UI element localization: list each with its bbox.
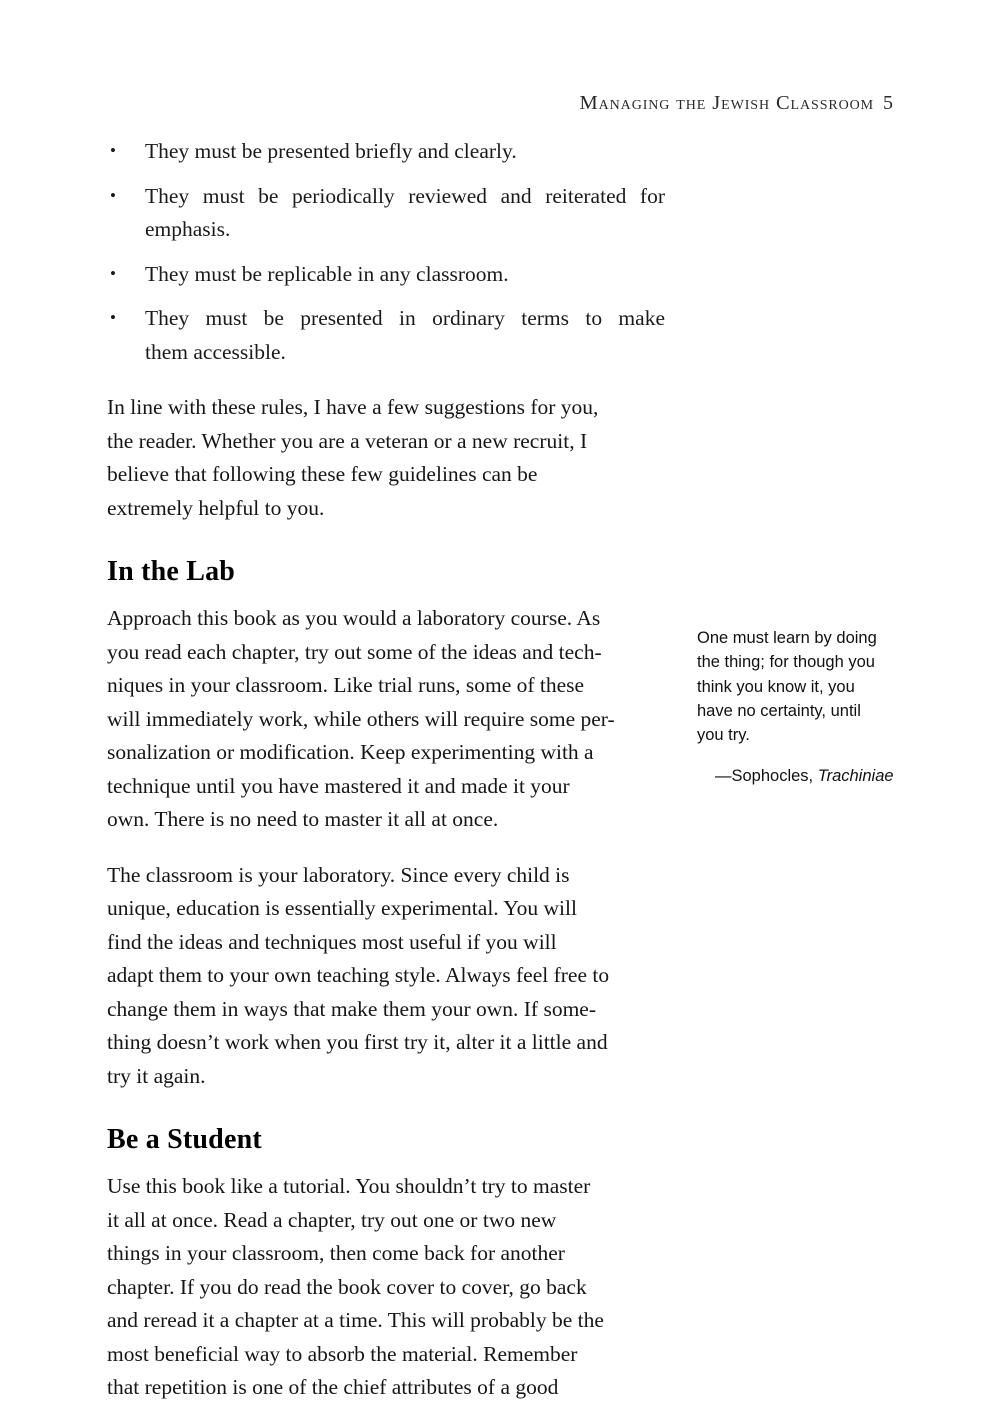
text-line: and reread it a chapter at a time. This will probably be the — [107, 1308, 604, 1332]
text-line: thing doesn’t work when you first try it, alter it a little and — [107, 1030, 608, 1054]
spacer — [107, 1157, 665, 1170]
intro-paragraph — [107, 391, 665, 525]
list-item-line: emphasis. — [145, 217, 231, 241]
text-line: chapter. If you do read the book cover to cover, go back — [107, 1274, 587, 1299]
spacer — [107, 837, 665, 859]
bullet-icon: • — [110, 308, 116, 327]
text-line: own. There is no need to master it all at once. — [107, 807, 499, 831]
text-line: unique, education is essentially experimental. You will — [107, 896, 577, 920]
text-line: adapt them to your own teaching style. Always feel free to — [107, 963, 610, 987]
list-item-line: them accessible. — [145, 339, 286, 364]
bullet-icon: • — [110, 185, 116, 205]
attribution-author: Sophocles, — [731, 767, 818, 786]
attribution-work-title: Trachiniae — [817, 767, 894, 786]
main-text-column — [107, 135, 665, 1405]
text-line: find the ideas and techniques most useful if you will — [107, 929, 557, 954]
spacer — [107, 1093, 665, 1123]
list-item — [107, 258, 665, 292]
quote-line: you try. — [697, 726, 750, 745]
spacer — [107, 525, 665, 555]
text-line: things in your classroom, then come back for another — [107, 1241, 565, 1265]
text-line: sonalization or modification. Keep experimenting with a — [107, 740, 594, 764]
attribution-dash: — — [715, 767, 732, 786]
text-line: extremely helpful to you. — [107, 495, 325, 520]
quote-line: have no certainty, until — [697, 701, 861, 720]
section-heading-be-a-student: Be a Student — [107, 1124, 262, 1155]
list-item — [107, 302, 665, 369]
text-line: The classroom is your laboratory. Since every child is — [107, 862, 570, 887]
list-item-line: They must be replicable in any classroom. — [145, 261, 509, 286]
text-line: that repetition is one of the chief attributes of a good — [107, 1375, 559, 1399]
section-heading-in-the-lab: In the Lab — [107, 556, 236, 587]
text-line: you read each chapter, try out some of the ideas and tech- — [107, 639, 602, 664]
text-line: try it again. — [107, 1063, 206, 1088]
section-paragraph — [107, 859, 665, 1094]
page-number: 5 — [883, 92, 893, 114]
text-line: it all at once. Read a chapter, try out one or two new — [107, 1207, 557, 1232]
bullet-icon: • — [110, 141, 116, 160]
text-line: In line with these rules, I have a few suggestions for you, — [107, 395, 599, 419]
section-paragraph — [107, 1170, 665, 1405]
section-paragraph — [107, 602, 665, 837]
bullet-icon: • — [110, 263, 116, 283]
text-line: technique until you have mastered it and made it your — [107, 773, 570, 798]
list-item-line: They must be periodically reviewed and reiterated for — [145, 183, 665, 208]
text-line: Approach this book as you would a laboratory course. As — [107, 606, 601, 630]
text-line: the reader. Whether you are a veteran or a new recruit, I — [107, 428, 588, 453]
quote-attribution — [697, 764, 902, 788]
margin-sidenote-quote — [697, 626, 902, 789]
text-line: will immediately work, while others will require some per- — [107, 706, 615, 731]
text-line: Use this book like a tutorial. You shouldn’t try to master — [107, 1174, 591, 1198]
quote-line: the thing; for though you — [697, 653, 875, 672]
list-item — [107, 135, 665, 169]
spacer — [107, 369, 665, 391]
list-item — [107, 180, 665, 247]
list-item-line: They must be presented in ordinary terms to make — [145, 306, 665, 330]
text-line: niques in your classroom. Like trial runs, some of these — [107, 673, 585, 697]
list-item-line: They must be presented briefly and clearly. — [145, 139, 517, 163]
running-head — [0, 92, 893, 115]
rules-bullet-list — [107, 135, 665, 369]
spacer — [107, 589, 665, 602]
quote-line: One must learn by doing — [697, 629, 877, 647]
text-line: believe that following these few guidelines can be — [107, 462, 538, 486]
quote-line: think you know it, you — [697, 677, 855, 696]
text-line: change them in ways that make them your own. If some- — [107, 996, 596, 1021]
running-head-title: Managing the Jewish Classroom — [579, 92, 874, 114]
text-line: most beneficial way to absorb the material. Remember — [107, 1341, 578, 1366]
